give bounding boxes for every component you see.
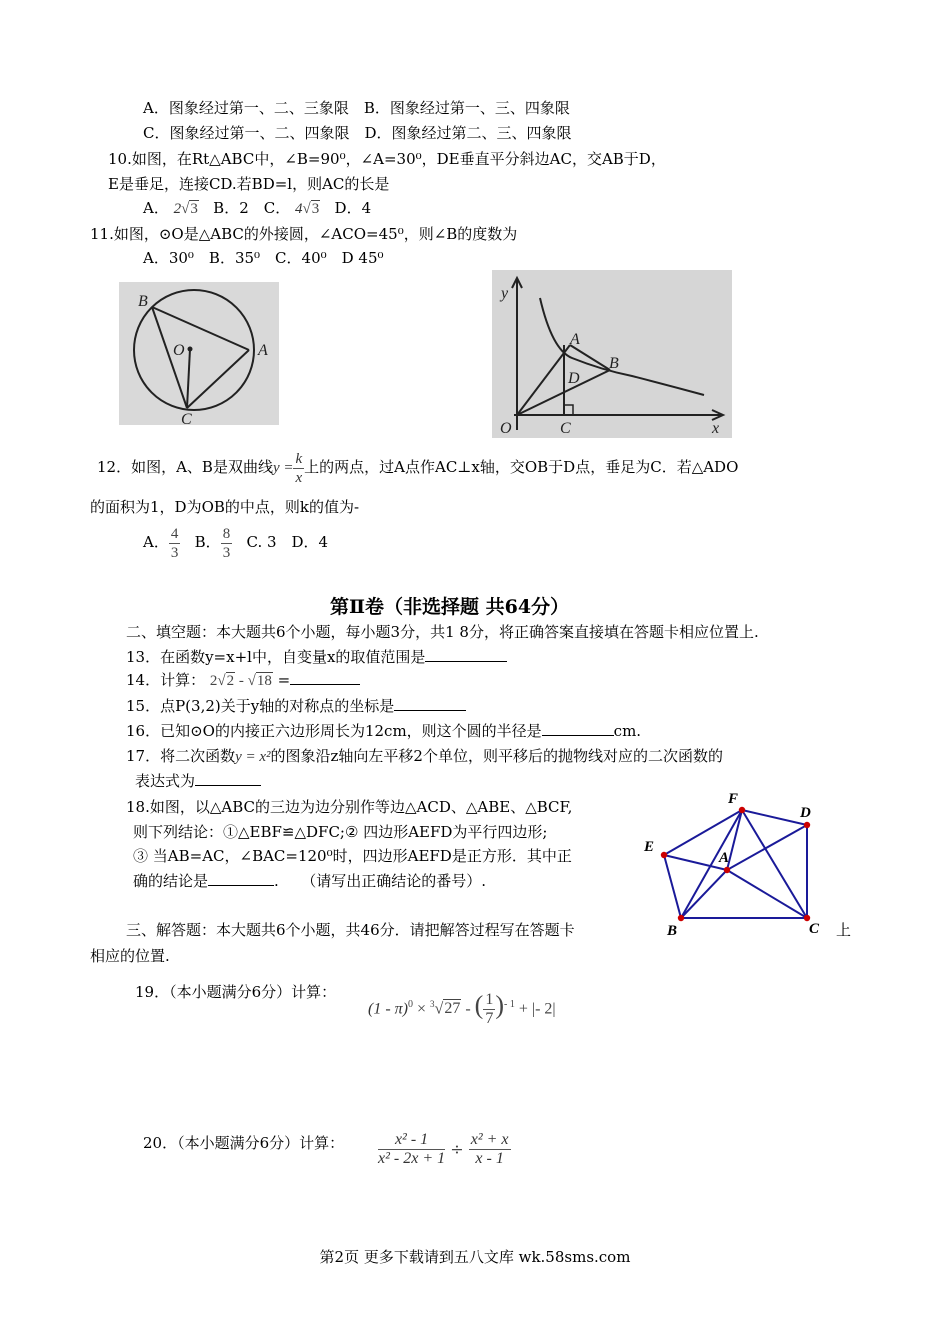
triangles-label-a: A xyxy=(719,850,730,866)
q12-suffix: 上的两点，过A点作AC⊥x轴，交OB于D点，垂足为C．若△ADO xyxy=(304,458,739,476)
q20-divide: ÷ xyxy=(450,1139,464,1159)
q13 xyxy=(126,647,507,667)
triangles-label-d: D xyxy=(800,805,811,821)
q14 xyxy=(126,670,360,691)
q19-expression: (1 - π)$^0$ × $^3$√27 - ( $\frac{1}{7}$ )$^{- 1}$ + |- 2| xyxy=(368,990,556,1028)
q10-option-d: D．4 xyxy=(334,199,372,217)
q10-options xyxy=(143,198,371,219)
q17-line1 xyxy=(126,746,723,767)
circle-label-o: O xyxy=(173,342,185,359)
hyperbola-label-c: C xyxy=(560,420,571,437)
q9-options-line2: C．图象经过第一、二、四象限 D．图象经过第二、三、四象限 xyxy=(143,124,572,142)
hyperbola-label-y: y xyxy=(501,285,509,302)
q12-option-cd: C. 3 D．4 xyxy=(246,533,329,551)
q17-math: y = x² xyxy=(235,749,271,765)
q17-line2-text: 表达式为 xyxy=(135,772,196,790)
q12-prefix: 12．如图，A、B是双曲线 xyxy=(97,458,273,476)
circle-label-b: B xyxy=(138,293,148,310)
q13-text: 13．在函数y=x+l中，自变量x的取值范围是 xyxy=(126,648,426,666)
q10-option-a-value: 2√3 xyxy=(173,201,198,217)
solve-intro-line1: 三、解答题：本大题共6个小题，共46分．请把解答过程写在答题卡 xyxy=(126,921,575,939)
triangles-label-b: B xyxy=(667,923,678,939)
q10-option-a-label: A． xyxy=(143,199,169,217)
circle-figure xyxy=(119,282,279,425)
q12-option-b-value: $\frac{8}{3}$ xyxy=(222,525,231,561)
q16-text: 16．已知⊙O的内接正六边形周长为12cm，则这个圆的半径是 xyxy=(126,722,542,740)
hyperbola-figure xyxy=(492,270,732,438)
q19-abs: |- 2| xyxy=(531,1000,556,1018)
q15 xyxy=(126,696,466,716)
hyperbola-label-o: O xyxy=(500,420,512,437)
circle-label-c: C xyxy=(181,411,192,425)
q18-line1: 18.如图，以△ABC的三边为边分别作等边△ACD、△ABE、△BCF, xyxy=(126,798,573,816)
solve-intro-line1-tail: 上 xyxy=(836,921,852,939)
q9-options-line1: A．图象经过第一、二、三象限 B．图象经过第一、三、四象限 xyxy=(143,99,570,117)
q18-line4-text: 确的结论是 xyxy=(133,872,209,890)
q10-option-c-value: 4√3 xyxy=(295,201,320,217)
q14-prefix: 14．计算： xyxy=(126,671,206,689)
solve-intro-line2: 相应的位置. xyxy=(90,947,170,965)
q12-eq-y: y = xyxy=(272,460,294,476)
q18-line2: 则下列结论：①△EBF≌△DFC;② 四边形AEFD为平行四边形; xyxy=(133,823,548,841)
q10-stem-line1: 10.如图，在Rt△ABC中，∠B=90⁰，∠A=30⁰，DE垂直平分斜边AC，交AB于D， xyxy=(108,150,666,168)
q18-line3: ③ 当AB=AC，∠BAC=120⁰时，四边形AEFD是正方形．其中正 xyxy=(133,847,572,865)
q10-option-bc: B．2 C． xyxy=(213,199,291,217)
triangles-label-e: E xyxy=(644,839,655,855)
q12-stem-line1 xyxy=(97,448,738,487)
q15-answer-blank xyxy=(394,696,466,711)
q19-minus: - xyxy=(461,1000,475,1018)
q11-stem: 11.如图，⊙O是△ABC的外接圆，∠ACO=45⁰，则∠B的度数为 xyxy=(90,225,518,243)
q18-answer-blank xyxy=(208,871,274,886)
q19-prefix: 19．（本小题满分6分）计算： xyxy=(135,983,337,1001)
hyperbola-label-d: D xyxy=(568,370,580,387)
hyperbola-label-a: A xyxy=(570,331,580,348)
q12-option-a-label: A． xyxy=(143,533,169,551)
q17-answer-blank xyxy=(195,771,261,786)
q14-expression: 2√2 - √18 xyxy=(209,673,272,689)
q17-prefix: 17．将二次函数 xyxy=(126,747,236,765)
section-2-title: 第Ⅱ卷（非选择题 共64分） xyxy=(330,596,570,618)
q20-fraction-1: $\frac{\text{x² - 1}}{\text{x² - 2x + 1}}$ xyxy=(378,1131,446,1167)
hyperbola-label-x: x xyxy=(712,420,720,437)
q10-stem-line2: E是垂足，连接CD.若BD=l，则AC的长是 xyxy=(108,175,390,193)
q11-options: A．30⁰ B．35⁰ C．40⁰ D 45⁰ xyxy=(143,249,384,267)
q12-option-a-value: $\frac{4}{3}$ xyxy=(170,525,179,561)
q12-option-b-label: B． xyxy=(194,533,221,551)
q16-unit: cm. xyxy=(613,722,642,740)
hyperbola-label-b: B xyxy=(609,355,619,372)
circle-label-a: A xyxy=(258,342,268,359)
q18-line4 xyxy=(133,871,486,891)
q14-equals: = xyxy=(277,671,291,689)
q12-options xyxy=(143,522,328,562)
fill-in-intro: 二、填空题：本大题共6个小题，每小题3分，共1 8分，将正确答案直接填在答题卡相应位置上. xyxy=(126,623,759,641)
triangles-label-f: F xyxy=(728,791,739,807)
q20-expression xyxy=(378,1131,511,1168)
q12-stem-line2: 的面积为1，D为OB的中点，则k的值为- xyxy=(90,498,360,516)
q19-times: × xyxy=(413,1000,431,1018)
q17-suffix: 的图象沿z轴向左平移2个单位，则平移后的抛物线对应的二次函数的 xyxy=(270,747,723,765)
q12-eq-fraction: $\frac{k}{x}$ xyxy=(295,450,303,486)
page-footer: 第2页 更多下载请到五八文库 wk.58sms.com xyxy=(319,1248,631,1266)
q20-prefix: 20．（本小题满分6分）计算： xyxy=(143,1134,345,1152)
triangles-figure xyxy=(640,788,830,940)
triangles-label-c: C xyxy=(809,921,820,937)
q16 xyxy=(126,721,641,741)
q19-plus: + xyxy=(514,1000,532,1018)
q19-term-1: (1 - π) xyxy=(368,1000,408,1018)
q20-fraction-2: $\frac{\text{x² + x}}{x - 1}$ xyxy=(470,1131,509,1167)
q16-answer-blank xyxy=(542,721,614,736)
q19-fraction: $\frac{1}{7}$ xyxy=(485,991,494,1028)
q14-answer-blank xyxy=(290,670,360,685)
q18-line4-tail: . （请写出正确结论的番号）. xyxy=(274,872,487,890)
q17-line2 xyxy=(135,771,261,791)
q15-text: 15．点P(3,2)关于y轴的对称点的坐标是 xyxy=(126,697,395,715)
q13-answer-blank xyxy=(425,647,507,662)
